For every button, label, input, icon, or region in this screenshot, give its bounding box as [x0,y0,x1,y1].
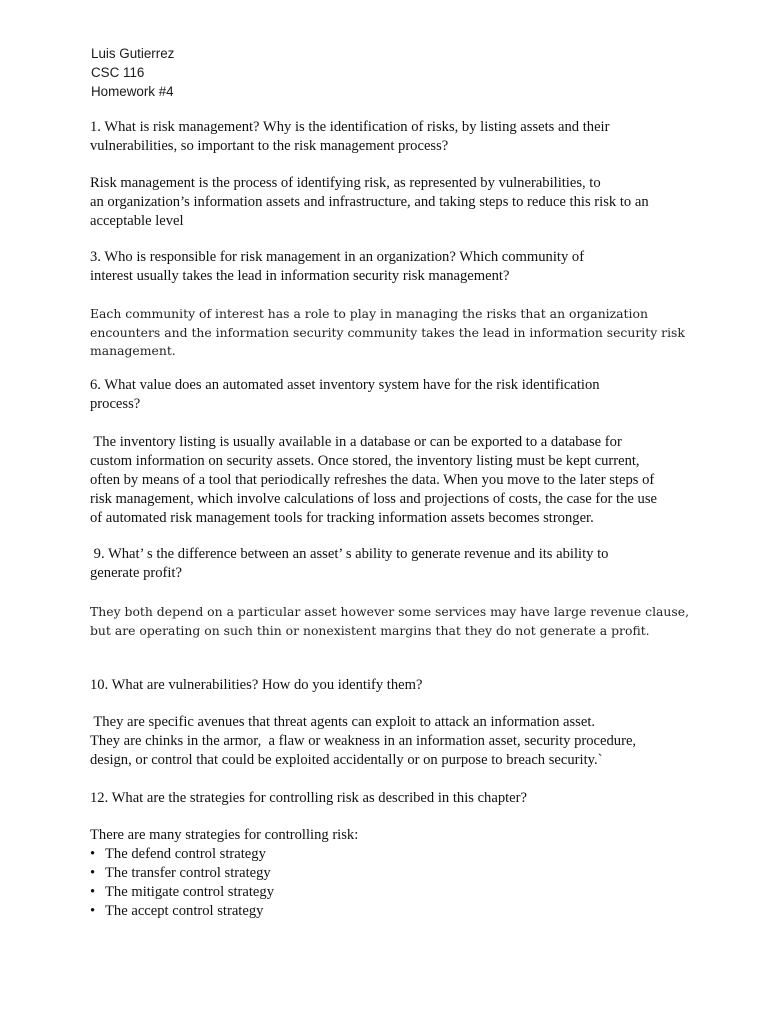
answer-line: Each community of interest has a role to play in managing the risks that an organization [90,306,648,321]
list-item [90,845,690,864]
answer-line: of automated risk management tools for tracking information assets becomes stronger. [90,510,594,526]
list-item-label: The transfer control strategy [105,865,271,881]
answer-line: The inventory listing is usually available in a database or can be exported to a database for [90,434,622,450]
answer-1 [90,174,690,231]
answer-line: encounters and the information security community takes the lead in information security risk [90,324,685,340]
answer-line: often by means of a tool that periodically refreshes the data. When you move to the later steps of [90,472,655,488]
answer-line: but are operating on such thin or nonexistent margins that they do not generate a profit. [90,622,650,638]
answer-line: They are chinks in the armor, a flaw or weakness in an information asset, security procedure, [90,733,637,749]
bullet-icon: • [90,865,96,881]
assignment-title: Homework #4 [91,84,174,99]
list-item-label: The mitigate control strategy [105,884,274,900]
question-line: 9. What’ s the difference between an asset’ s ability to generate revenue and its ability to [90,546,609,562]
question-line: process? [90,396,141,412]
question-1 [90,118,690,156]
list-item-label: The accept control strategy [105,903,264,919]
answer-6 [90,433,690,528]
list-item [90,902,690,921]
question-6 [90,376,690,414]
question-line: 12. What are the strategies for controlling risk as described in this chapter? [90,790,527,806]
strategy-list [90,845,690,921]
answer-line: acceptable level [90,213,184,229]
question-line: vulnerabilities, so important to the risk management process? [90,138,449,154]
answer-9 [90,603,690,640]
bullet-icon: • [90,846,96,862]
question-9 [90,545,690,583]
answer-line: design, or control that could be exploited accidentally or on purpose to breach security.` [90,752,603,768]
question-3 [90,248,690,286]
question-line: interest usually takes the lead in information security risk management? [90,268,510,284]
list-item-label: The defend control strategy [105,846,266,862]
answer-10 [90,713,690,770]
list-item [90,864,690,883]
answer-line: an organization’s information assets and infrastructure, and taking steps to reduce this risk to an [90,194,649,210]
answer-line: Risk management is the process of identifying risk, as represented by vulnerabilities, to [90,175,601,191]
question-line: 6. What value does an automated asset inventory system have for the risk identification [90,377,600,393]
answer-line: risk management, which involve calculations of loss and projections of costs, the case for the use [90,491,657,507]
question-12 [90,789,690,808]
answer-line: They both depend on a particular asset however some services may have large revenue clause, [90,604,690,619]
answer-line: They are specific avenues that threat agents can exploit to attack an information asset. [90,714,596,730]
document-header [91,44,174,101]
course-code: CSC 116 [91,65,145,80]
answer-12 [90,826,690,921]
answer-intro: There are many strategies for controlling risk: [90,827,359,843]
list-item [90,883,690,902]
bullet-icon: • [90,884,96,900]
bullet-icon: • [90,903,96,919]
question-line: 3. Who is responsible for risk management in an organization? Which community of [90,249,585,265]
answer-line: management. [90,343,176,358]
question-line: 10. What are vulnerabilities? How do you identify them? [90,677,423,693]
question-10 [90,676,690,695]
answer-line: custom information on security assets. Once stored, the inventory listing must be kept current, [90,453,640,469]
author-name: Luis Gutierrez [91,46,175,61]
answer-3 [90,305,690,361]
question-line: generate profit? [90,565,182,581]
question-line: 1. What is risk management? Why is the identification of risks, by listing assets and their [90,119,610,135]
